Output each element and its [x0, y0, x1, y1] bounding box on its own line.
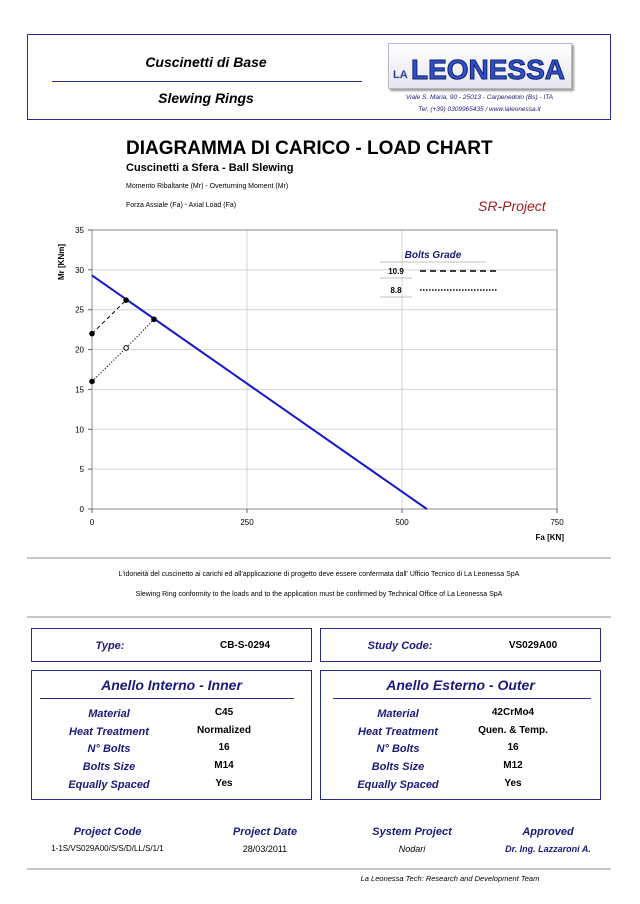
inner-spec-value: Yes — [215, 778, 233, 789]
y-tick-label: 10 — [75, 425, 84, 435]
inner-spec-value: C45 — [214, 707, 234, 718]
page-subtitle: Cuscinetti a Sfera - Ball Slewing — [126, 162, 294, 174]
outer-ring-title-rule — [333, 698, 591, 699]
series-line-dashed — [92, 300, 126, 333]
outer-spec-label: Bolts Size — [371, 761, 425, 773]
outer-spec-value: M12 — [503, 760, 523, 771]
load-chart — [0, 215, 640, 550]
outer-spec-value: 42CrMo4 — [491, 707, 535, 718]
x-tick-label: 500 — [395, 518, 409, 527]
svg-text:LA: LA — [393, 69, 408, 81]
moment-caption: Momento Ribaltante (Mr) - Overturning Moment (Mr) — [126, 183, 289, 190]
note-english: Slewing Ring conformity to the loads and to the application must be confirmed by Technical Office of La Leonessa SpA — [135, 591, 503, 598]
chart-legend — [380, 250, 497, 297]
system-project-value: Nodari — [398, 844, 426, 854]
legend-title: Bolts Grade — [404, 250, 462, 261]
outer-spec-value: 16 — [507, 742, 519, 753]
project-date-label: Project Date — [232, 826, 298, 838]
type-label: Type: — [95, 640, 125, 652]
legend-label-88: 8.8 — [390, 286, 402, 295]
x-tick-label: 250 — [240, 518, 254, 527]
inner-spec-label: Equally Spaced — [68, 779, 150, 791]
footer-credit: La Leonessa Tech: Research and Development Team — [360, 874, 540, 883]
chart-series — [90, 275, 427, 509]
data-point-dotted — [152, 317, 157, 322]
data-point-dotted — [90, 379, 95, 384]
inner-spec-label: Material — [88, 708, 130, 720]
data-point-dashed — [124, 298, 129, 303]
header-title-en: Slewing Rings — [158, 90, 254, 106]
legend-label-109: 10.9 — [388, 267, 404, 276]
header-divider — [52, 81, 362, 82]
svg-text:LEONESSA: LEONESSA — [411, 54, 565, 85]
inner-spec-value: Normalized — [197, 725, 251, 736]
project-date-value: 28/03/2011 — [242, 844, 288, 854]
chart-grid — [92, 230, 557, 509]
study-code-label: Study Code: — [367, 640, 433, 652]
separator-mid — [27, 616, 611, 618]
inner-spec-label: Heat Treatment — [69, 726, 149, 738]
y-tick-label: 15 — [75, 385, 84, 395]
inner-ring-title-rule — [40, 698, 294, 699]
inner-spec-value: 16 — [218, 742, 230, 753]
series-line-solid — [92, 275, 427, 509]
data-point-dotted — [124, 346, 129, 351]
axial-caption: Forza Assiale (Fa) - Axial Load (Fa) — [126, 202, 237, 209]
y-axis-label: Mr [KNm] — [57, 244, 66, 280]
y-tick-label: 25 — [75, 305, 84, 315]
y-tick-label: 35 — [75, 226, 84, 235]
inner-spec-value: M14 — [214, 760, 234, 771]
x-axis-label: Fa [KN] — [535, 533, 564, 542]
y-tick-label: 20 — [75, 345, 84, 355]
project-tag: SR-Project — [478, 198, 546, 214]
x-tick-label: 750 — [550, 518, 564, 527]
logo-wordmark — [389, 44, 571, 88]
company-logo — [388, 43, 572, 89]
page-title: DIAGRAMMA DI CARICO - LOAD CHART — [126, 138, 493, 159]
approved-label: Approved — [522, 826, 574, 838]
outer-spec-label: Equally Spaced — [357, 779, 439, 791]
outer-spec-value: Yes — [504, 778, 522, 789]
separator-top — [27, 557, 611, 559]
type-value: CB-S-0294 — [219, 640, 271, 651]
header-contact: Tel. (+39) 0309965435 / www.laleonessa.it — [418, 106, 541, 113]
outer-spec-value: Quen. & Temp. — [478, 725, 548, 736]
approved-value: Dr. Ing. Lazzaroni A. — [505, 844, 591, 854]
outer-spec-label: Heat Treatment — [358, 726, 438, 738]
y-tick-label: 0 — [79, 505, 84, 514]
system-project-label: System Project — [372, 826, 452, 838]
data-point-dashed — [90, 331, 95, 336]
x-tick-label: 0 — [89, 518, 95, 527]
project-code-label: Project Code — [73, 826, 142, 838]
plot-frame — [92, 230, 557, 509]
outer-spec-label: N° Bolts — [376, 743, 420, 755]
separator-bottom — [27, 868, 611, 870]
inner-spec-label: Bolts Size — [82, 761, 136, 773]
outer-ring-title: Anello Esterno - Outer — [386, 677, 535, 693]
header-title-it: Cuscinetti di Base — [145, 54, 267, 70]
y-tick-label: 30 — [75, 265, 84, 275]
outer-spec-label: Material — [377, 708, 419, 720]
inner-spec-label: N° Bolts — [87, 743, 131, 755]
header-address: Viale S. Maria, 90 - 25013 - Carpenedolo (Bs) - ITA — [405, 94, 554, 101]
project-code-value: 1-1S/VS029A00/S/S/D/LL/S/1/1 — [51, 844, 164, 853]
series-line-dotted — [92, 319, 154, 381]
inner-ring-title: Anello Interno - Inner — [101, 677, 242, 693]
study-code-value: VS029A00 — [508, 640, 558, 651]
note-italian: L'idoneità del cuscinetto ai carichi ed all'applicazione di progetto deve essere confermata dall' Ufficio Tecnico di La Leonessa SpA — [118, 571, 520, 578]
y-tick-label: 5 — [79, 465, 84, 475]
